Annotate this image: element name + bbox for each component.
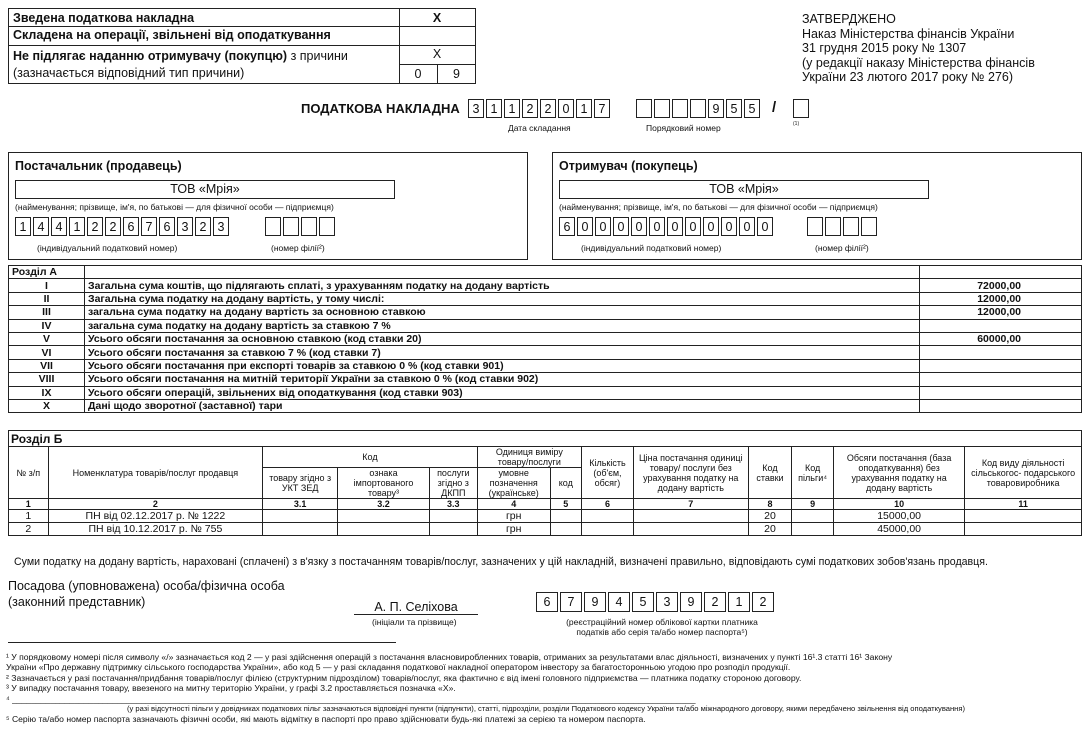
section-b-cell[interactable]: [792, 523, 834, 536]
column-number-row: [9, 499, 1082, 510]
seller-tax-digit-cell[interactable]: 6: [159, 217, 175, 236]
section-a-row-description: Загальна сума коштів, що підлягають сплаті, з урахуванням податку на додану вартість: [85, 279, 920, 292]
col-header-benefit: Код пільги⁴: [792, 447, 834, 499]
number-digit-cell[interactable]: 9: [708, 99, 724, 118]
seller-branch-number[interactable]: [265, 217, 337, 236]
not-provided-mark[interactable]: X: [432, 47, 442, 61]
section-b-cell[interactable]: [550, 510, 581, 523]
signer-id-caption: [556, 617, 768, 637]
section-a-row: [9, 319, 1082, 332]
section-a-row-value[interactable]: [920, 399, 1082, 412]
buyer-branch-caption: (номер філії²): [815, 243, 869, 253]
invoice-number-digits[interactable]: [636, 99, 762, 118]
column-number: 3.2: [338, 499, 430, 510]
buyer-tax-digit-cell[interactable]: 0: [685, 217, 701, 236]
seller-branch-digit-cell[interactable]: [319, 217, 335, 236]
column-number: 3.1: [263, 499, 338, 510]
footnote-line: ⁵ Серію та/або номер паспорта зазначають фізичні особи, які мають відмітку в паспорті про право здійснювати будь-які платежі за серією та номером паспорта.: [6, 714, 646, 725]
section-b-cell[interactable]: 15000,00: [833, 510, 964, 523]
section-b-cell[interactable]: 2: [9, 523, 49, 536]
footnote-line: ¹ У порядковому номері після символу «/» зазначається код 2 — у разі здійснення операцій з постачання власновиробленних товарів, отриманих за результатами влас діяльності, визначених у пункті 16¹.3 статті 16¹ Закону: [6, 652, 893, 662]
not-provided-label: Не підлягає наданню отримувачу (покупцю) з причини: [13, 49, 348, 63]
section-a-row-number: VI: [9, 346, 85, 359]
section-a-blank: [85, 266, 920, 279]
section-a-row-description: Усього обсяги постачання при експорті товарів за ставкою 0 % (код ставки 901): [85, 359, 920, 372]
section-a-row-value[interactable]: 60000,00: [920, 332, 1082, 345]
buyer-branch-digit-cell[interactable]: [825, 217, 841, 236]
buyer-tax-digit-cell[interactable]: 0: [757, 217, 773, 236]
section-a-row-number: VII: [9, 359, 85, 372]
approval-line: Наказ Міністерства фінансів України: [802, 26, 1015, 41]
approval-line: ЗАТВЕРДЖЕНО: [802, 12, 896, 26]
section-b-cell[interactable]: [965, 523, 1082, 536]
section-a-row: [9, 373, 1082, 386]
section-a-row-number: V: [9, 332, 85, 345]
section-b-cell[interactable]: [550, 523, 581, 536]
signer-id-caption-line: податків або серія та/або номер паспорта⁵): [576, 627, 748, 637]
date-digit-cell[interactable]: 1: [504, 99, 520, 118]
section-b-cell[interactable]: 45000,00: [833, 523, 964, 536]
col-header-imported: ознака імпортованого товару³: [338, 468, 430, 499]
section-a-row: [9, 306, 1082, 319]
section-a-row-value[interactable]: [920, 386, 1082, 399]
section-b-cell[interactable]: [263, 510, 338, 523]
section-b-cell[interactable]: ПН від 02.12.2017 р. № 1222: [48, 510, 263, 523]
signer-id-digit[interactable]: 4: [608, 592, 630, 612]
column-number: 7: [634, 499, 749, 510]
consolidated-invoice-label: Зведена податкова накладна: [13, 11, 195, 25]
approval-line: (у редакції наказу Міністерства фінансів: [802, 55, 1035, 70]
approval-line: України 23 лютого 2017 року № 276): [802, 70, 1014, 84]
section-a-row-value[interactable]: 12000,00: [920, 306, 1082, 319]
invoice-title: ПОДАТКОВА НАКЛАДНА: [301, 101, 460, 116]
section-b-cell[interactable]: [581, 523, 633, 536]
col-header-unit-code: код: [550, 468, 581, 499]
date-digit-cell[interactable]: 1: [486, 99, 502, 118]
seller-name-field[interactable]: ТОВ «Мрія»: [15, 180, 395, 199]
signer-role: [8, 578, 285, 610]
invoice-number-suffix[interactable]: [793, 99, 811, 118]
section-b-cell[interactable]: [429, 523, 477, 536]
seller-tax-digit-cell[interactable]: 2: [105, 217, 121, 236]
col-header-price: Ціна постачання одиниці товару/ послуги без урахування податку на додану вартість: [634, 447, 749, 499]
col-header-code: Код: [263, 447, 478, 468]
column-number: 3.3: [429, 499, 477, 510]
reason-type-label: (зазначається відповідний тип причини): [13, 66, 245, 80]
section-a-row-number: III: [9, 306, 85, 319]
number-digit-cell[interactable]: [672, 99, 688, 118]
col-header-rate: Код ставки: [748, 447, 792, 499]
section-a-row-number: II: [9, 292, 85, 305]
exempt-operations-label: Складена на операції, звільнені від оподаткування: [13, 28, 331, 42]
buyer-branch-digit-cell[interactable]: [843, 217, 859, 236]
section-a-row-description: Усього обсяги постачання за основною ставкою (код ставки 20): [85, 332, 920, 345]
section-a-row-description: Усього обсяги операцій, звільнених від оподаткування (код ставки 903): [85, 386, 920, 399]
buyer-tax-digit-cell[interactable]: 0: [613, 217, 629, 236]
seller-tax-number[interactable]: [15, 217, 231, 236]
seller-tax-digit-cell[interactable]: 2: [195, 217, 211, 236]
col-header-volume: Обсяги постачання (база оподаткування) без урахування податку на додану вартість: [833, 447, 964, 499]
number-caption: Порядковий номер: [646, 123, 721, 133]
section-a-row: [9, 386, 1082, 399]
number-slash: /: [772, 99, 777, 116]
buyer-tax-digit-cell[interactable]: 0: [721, 217, 737, 236]
approval-stamp: [802, 12, 1035, 85]
buyer-tax-digit-cell[interactable]: 6: [559, 217, 575, 236]
number-digit-cell[interactable]: [690, 99, 706, 118]
signer-id-digits[interactable]: [536, 592, 776, 612]
buyer-branch-number[interactable]: [807, 217, 879, 236]
buyer-branch-digit-cell[interactable]: [861, 217, 877, 236]
seller-tax-digit-cell[interactable]: 3: [213, 217, 229, 236]
seller-tax-digit-cell[interactable]: 4: [51, 217, 67, 236]
seller-tax-digit-cell[interactable]: 6: [123, 217, 139, 236]
column-number: 5: [550, 499, 581, 510]
seller-branch-digit-cell[interactable]: [301, 217, 317, 236]
footnote-line: ⁴ _______________________________________________________________________________________________________________________________________________: [6, 693, 696, 704]
approval-line: 31 грудня 2015 року № 1307: [802, 41, 967, 55]
buyer-name-caption: (найменування; прізвище, ім'я, по батькові — для фізичної особи — підприємця): [559, 202, 878, 212]
section-b-cell[interactable]: [263, 523, 338, 536]
seller-tax-caption: (індивідуальний податковий номер): [37, 243, 178, 253]
signer-id-digit[interactable]: 7: [560, 592, 582, 612]
date-digit-cell[interactable]: 2: [540, 99, 556, 118]
seller-tax-digit-cell[interactable]: 1: [15, 217, 31, 236]
buyer-box: [552, 152, 1082, 260]
col-header-agri: Код виду діяльності сільськогос- подарського товаровиробника: [965, 447, 1082, 499]
number-digit-cell[interactable]: [654, 99, 670, 118]
buyer-branch-digit-cell[interactable]: [807, 217, 823, 236]
buyer-tax-digit-cell[interactable]: 0: [667, 217, 683, 236]
number-digit-cell[interactable]: 5: [744, 99, 760, 118]
section-a-row: [9, 332, 1082, 345]
buyer-tax-digit-cell[interactable]: 0: [739, 217, 755, 236]
footnote-divider: [8, 642, 396, 643]
buyer-tax-digit-cell[interactable]: 0: [703, 217, 719, 236]
col-header-unit-symbol: умовне позначення (українське): [477, 468, 550, 499]
section-a-row-value[interactable]: 12000,00: [920, 292, 1082, 305]
footnotes: [6, 652, 1086, 725]
signer-id-digit[interactable]: 6: [536, 592, 558, 612]
signer-id-digit[interactable]: 9: [584, 592, 606, 612]
buyer-tax-digit-cell[interactable]: 0: [595, 217, 611, 236]
footnote-line: (у разі відсутності пільги у довідниках податкових пільг зазначаються відповідні пункти (підпункти), статті, підрозділи, розділи Податкового кодексу України та/або міжнародного договору, якими передбачено звільнення від оподаткування): [126, 704, 966, 714]
section-a-row-number: X: [9, 399, 85, 412]
reason-digit-1[interactable]: 0: [414, 67, 422, 81]
column-number: 11: [965, 499, 1082, 510]
footnote-mark: (1): [793, 121, 800, 127]
buyer-name-field[interactable]: ТОВ «Мрія»: [559, 180, 929, 199]
seller-tax-digit-cell[interactable]: 4: [33, 217, 49, 236]
section-b-cell[interactable]: 20: [748, 510, 792, 523]
invoice-type-table: [8, 8, 476, 84]
section-b-cell[interactable]: [634, 510, 749, 523]
signer-role-line: (законний представник): [8, 595, 146, 609]
column-number: 9: [792, 499, 834, 510]
col-header-unit: Одиниця виміру товару/послуги: [477, 447, 581, 468]
section-a-row-number: IX: [9, 386, 85, 399]
signer-id-digit[interactable]: 5: [632, 592, 654, 612]
col-header-qty: Кількість (об'єм, обсяг): [581, 447, 633, 499]
section-a-row-description: загальна сума податку на додану вартість за основною ставкою: [85, 306, 920, 319]
signer-id-digit[interactable]: 1: [728, 592, 750, 612]
section-b-cell[interactable]: 20: [748, 523, 792, 536]
section-a-row: [9, 359, 1082, 372]
reason-digit-2[interactable]: 9: [453, 67, 460, 81]
col-header-dkpp: послуги згідно з ДКПП: [429, 468, 477, 499]
signer-id-digit[interactable]: 2: [704, 592, 726, 612]
section-b-cell[interactable]: [965, 510, 1082, 523]
date-digit-cell[interactable]: 2: [522, 99, 538, 118]
section-b-cell[interactable]: ПН від 10.12.2017 р. № 755: [48, 523, 263, 536]
signer-name[interactable]: А. П. Селіхова: [354, 600, 478, 615]
column-number: 10: [833, 499, 964, 510]
section-a-row-value[interactable]: [920, 319, 1082, 332]
column-number: 4: [477, 499, 550, 510]
seller-title: Постачальник (продавець): [15, 159, 182, 173]
section-b-cell[interactable]: грн: [477, 510, 550, 523]
section-b-cell[interactable]: грн: [477, 523, 550, 536]
buyer-tax-digit-cell[interactable]: 0: [649, 217, 665, 236]
section-a-row-number: I: [9, 279, 85, 292]
section-b-cell[interactable]: 1: [9, 510, 49, 523]
date-digit-cell[interactable]: 1: [576, 99, 592, 118]
section-b-cell[interactable]: [429, 510, 477, 523]
signer-id-digit[interactable]: 3: [656, 592, 678, 612]
section-b-table: [8, 430, 1082, 536]
buyer-tax-digit-cell[interactable]: 0: [577, 217, 593, 236]
date-caption: Дата складання: [508, 123, 571, 133]
section-a-row-value[interactable]: [920, 346, 1082, 359]
section-a-table: [8, 265, 1082, 413]
section-b-cell[interactable]: [338, 523, 430, 536]
section-a-row: [9, 292, 1082, 305]
column-number: 2: [48, 499, 263, 510]
footnote-line: України «Про державну підтримку сільського господарства України», або код 5 — у разі складання податкової накладної оператором інвестору за багатосторонньою угодою про розподіл продукції.: [6, 662, 791, 673]
column-number: 1: [9, 499, 49, 510]
col-header-name: Номенклатура товарів/послуг продавця: [48, 447, 263, 499]
section-b-title: Розділ Б: [9, 431, 1082, 447]
buyer-title: Отримувач (покупець): [559, 159, 698, 173]
section-a-row-number: IV: [9, 319, 85, 332]
column-number: 8: [748, 499, 792, 510]
section-a-row-description: Дані щодо зворотної (заставної) тари: [85, 399, 920, 412]
section-b-cell[interactable]: [792, 510, 834, 523]
section-a-row-value[interactable]: [920, 359, 1082, 372]
seller-tax-digit-cell[interactable]: 1: [69, 217, 85, 236]
section-b-row: [9, 510, 1082, 523]
section-a-blank: [920, 266, 1082, 279]
section-b-cell[interactable]: [581, 510, 633, 523]
signer-role-line: Посадова (уповноважена) особа/фізична особа: [8, 579, 285, 593]
suffix-digit-cell[interactable]: [793, 99, 809, 118]
number-digit-cell[interactable]: [636, 99, 652, 118]
column-number: 6: [581, 499, 633, 510]
signer-name-caption: (ініціали та прізвище): [372, 617, 457, 627]
section-a-row-value[interactable]: 72000,00: [920, 279, 1082, 292]
buyer-tax-caption: (індивідуальний податковий номер): [581, 243, 722, 253]
section-a-row-description: Усього обсяги постачання на митній території України за ставкою 0 % (код ставки 902): [85, 373, 920, 386]
signer-id-caption-line: (реєстраційний номер облікової картки платника: [566, 617, 758, 627]
signer-id-digit[interactable]: 2: [752, 592, 774, 612]
signer-id-digit[interactable]: 9: [680, 592, 702, 612]
tax-statement: Суми податку на додану вартість, нараховані (сплачені) з в'язку з постачанням товарів/послуг, зазначених у цій накладній, визначені правильно, відповідають сумі податкових зобов'язань продавця.: [14, 556, 988, 568]
section-a-row-value[interactable]: [920, 373, 1082, 386]
seller-tax-digit-cell[interactable]: 7: [141, 217, 157, 236]
seller-tax-digit-cell[interactable]: 2: [87, 217, 103, 236]
seller-branch-digit-cell[interactable]: [265, 217, 281, 236]
section-b-cell[interactable]: [338, 510, 430, 523]
section-b-row: [9, 523, 1082, 536]
section-a-title: Розділ А: [9, 266, 85, 279]
col-header-uktzed: товару згідно з УКТ ЗЕД: [263, 468, 338, 499]
date-digit-cell[interactable]: 3: [468, 99, 484, 118]
section-a-row-number: VIII: [9, 373, 85, 386]
section-a-row: [9, 399, 1082, 412]
buyer-tax-digit-cell[interactable]: 0: [631, 217, 647, 236]
footnote-line: ³ У випадку постачання товару, ввезеного на митну територію України, у графі 3.2 проставляється позначка «Х».: [6, 683, 456, 694]
number-digit-cell[interactable]: 5: [726, 99, 742, 118]
seller-tax-digit-cell[interactable]: 3: [177, 217, 193, 236]
seller-branch-digit-cell[interactable]: [283, 217, 299, 236]
consolidated-invoice-mark[interactable]: X: [432, 11, 442, 25]
date-digit-cell[interactable]: 0: [558, 99, 574, 118]
footnote-line: ² Зазначається у разі постачання/придбання товарів/послуг філією (структурним підрозділом) товарів/послуг, яка фактично є від імені головного підприємства — платника податку стороною договору.: [6, 672, 802, 683]
seller-branch-caption: (номер філії²): [271, 243, 325, 253]
seller-name-caption: (найменування; прізвище, ім'я, по батькові — для фізичної особи — підприємця): [15, 202, 334, 212]
seller-box: [8, 152, 528, 260]
section-b-cell[interactable]: [634, 523, 749, 536]
section-a-row-description: Загальна сума податку на додану вартість, у тому числі:: [85, 292, 920, 305]
buyer-tax-number[interactable]: [559, 217, 775, 236]
section-a-row-description: Усього обсяги постачання за ставкою 7 % (код ставки 7): [85, 346, 920, 359]
invoice-date-digits[interactable]: [468, 99, 612, 118]
col-header-no: № з/п: [9, 447, 49, 499]
section-a-row-description: загальна сума податку на додану вартість за ставкою 7 %: [85, 319, 920, 332]
section-a-row: [9, 279, 1082, 292]
date-digit-cell[interactable]: 7: [594, 99, 610, 118]
section-a-row: [9, 346, 1082, 359]
